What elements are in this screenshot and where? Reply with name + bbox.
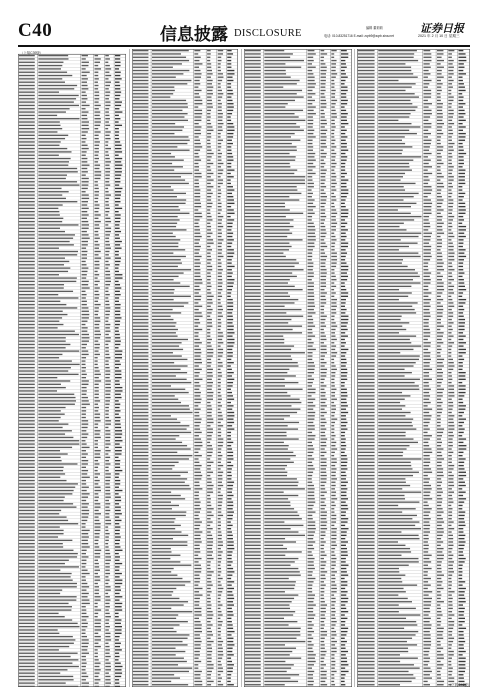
listing-table-texture: [357, 49, 470, 687]
editor-line: 编辑 董莉莉: [366, 26, 383, 30]
listing-table-texture: [18, 49, 126, 687]
listing-table-texture: [132, 49, 238, 687]
header-rule: [18, 45, 470, 47]
listing-column-4: [357, 49, 470, 687]
contact-line: 电话: 010-83251716 E-mail: zqrb9@zqrb.sina.net: [324, 34, 394, 38]
issue-date: 2021 年 2 月 10 日 星期三: [418, 34, 460, 38]
column-divider: [241, 49, 242, 687]
section-title: 信息披露: [160, 25, 228, 45]
column-divider: [129, 49, 130, 687]
masthead-logo: 证券日报: [420, 22, 464, 35]
listing-table-texture: [244, 49, 352, 687]
continued-from-note: （上接C39版）: [20, 51, 44, 55]
listing-column-3: [244, 49, 352, 687]
column-divider: [354, 49, 355, 687]
page-header: [18, 20, 470, 46]
continued-to-note: （下转C41版）: [448, 683, 472, 687]
listing-column-2: [132, 49, 238, 687]
page-number: C40: [18, 20, 53, 41]
listing-column-1: [18, 49, 126, 687]
section-subtitle: DISCLOSURE: [234, 28, 302, 39]
